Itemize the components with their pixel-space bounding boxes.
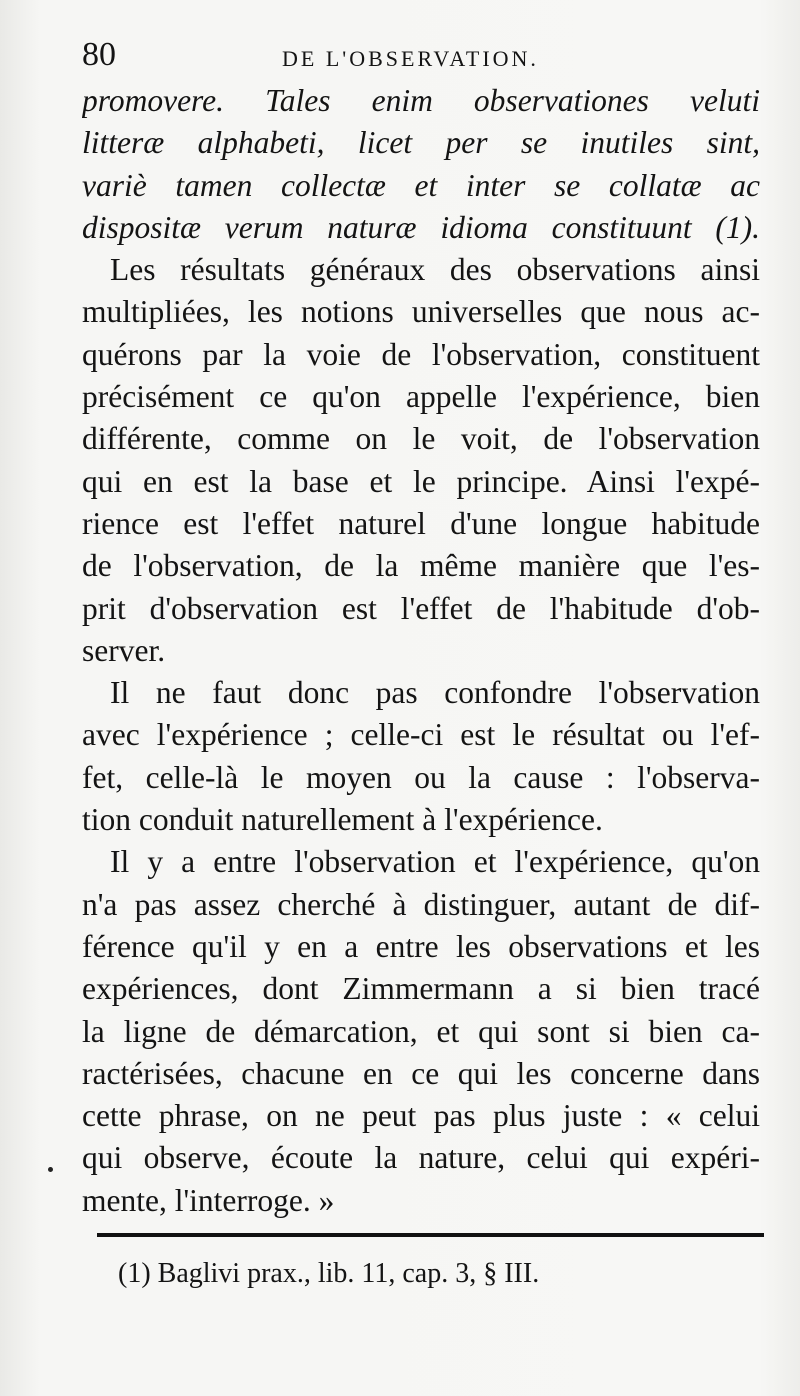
text-line: mente, l'interroge. » — [82, 1182, 335, 1218]
footnote-rule — [97, 1233, 764, 1237]
text-line: qui observe, écoute la nature, celui qui expéri- — [82, 1140, 760, 1176]
running-head: DE L'OBSERVATION. — [282, 46, 539, 71]
text-line: multipliées, les notions universelles que nous ac- — [82, 294, 760, 330]
text-line: fet, celle-là le moyen ou la cause : l'observa- — [82, 759, 760, 795]
text-line: avec l'expérience ; celle-ci est le résultat ou l'ef- — [82, 717, 760, 753]
text-line: tion conduit naturellement à l'expérience. — [82, 802, 603, 838]
text-line: ractérisées, chacune en ce qui les concerne dans — [82, 1055, 760, 1091]
text-line: férence qu'il y en a entre les observations et les — [82, 928, 760, 964]
text-line: la ligne de démarcation, et qui sont si bien ca- — [82, 1013, 760, 1049]
text-line: promovere. Tales enim observationes veluti — [82, 83, 760, 118]
text-line: server. — [82, 632, 166, 668]
text-line: précisément ce qu'on appelle l'expérience, bien — [82, 379, 760, 415]
text-line: dispositæ verum naturæ idioma constituunt (1). — [82, 209, 760, 245]
text-line: qui en est la base et le principe. Ainsi l'expé- — [82, 463, 760, 499]
body-text — [82, 80, 760, 1222]
text-line: Les résultats généraux des observations ainsi — [110, 252, 760, 288]
text-line: litteræ alphabeti, licet per se inutiles sint, — [82, 125, 760, 161]
text-line: n'a pas assez cherché à distinguer, autant de dif- — [82, 886, 760, 922]
text-line: expériences, dont Zimmermann a si bien tracé — [82, 971, 760, 1007]
text-line: prit d'observation est l'effet de l'habitude d'ob- — [82, 590, 760, 626]
ink-speck — [48, 1167, 53, 1172]
text-line: Il ne faut donc pas confondre l'observation — [110, 675, 760, 711]
text-line: variè tamen collectæ et inter se collatæ ac — [82, 167, 760, 203]
text-line: rience est l'effet naturel d'une longue habitude — [82, 505, 760, 541]
text-line: Il y a entre l'observation et l'expérience, qu'on — [110, 844, 760, 880]
page-header — [82, 36, 762, 86]
footnote: (1) Baglivi prax., lib. 11, cap. 3, § III. — [118, 1258, 540, 1289]
text-line: cette phrase, on ne peut pas plus juste : « celui — [82, 1098, 760, 1134]
text-line: quérons par la voie de l'observation, constituent — [82, 336, 760, 372]
text-line: différente, comme on le voit, de l'observation — [82, 421, 760, 457]
page-number: 80 — [82, 36, 116, 73]
text-line: de l'observation, de la même manière que l'es- — [82, 548, 760, 584]
